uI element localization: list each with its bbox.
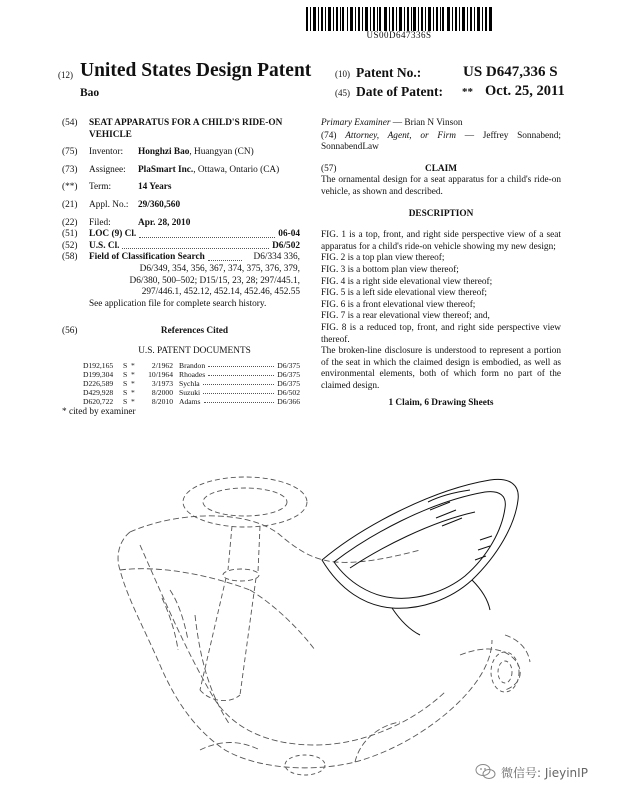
ref-star: * [131,387,135,397]
ref-name: Adams [179,396,201,406]
design-drawing [100,440,570,780]
ref-date: 2/1962 [151,360,173,370]
table-row [83,361,300,370]
description-body [321,230,561,392]
term-label: Term: [89,182,112,193]
field-22 [62,218,300,230]
claims-summary: 1 Claim, 6 Drawing Sheets [388,398,494,409]
code-10: (10) [335,69,350,79]
ref-name: Brandon [179,360,206,370]
watermark-text: 微信号: JieyinIP [501,765,588,780]
field-52 [62,241,300,253]
code-51: (51) [62,229,78,240]
field-search-line-3: 297/446.1, 452.12, 452.14, 452.46, 452.55 [141,287,300,298]
description-title: DESCRIPTION [408,208,474,219]
filed-value: Apr. 28, 2010 [138,217,191,228]
assignee-name: PlaSmart Inc. [138,164,194,175]
date-stars: ** [462,86,473,98]
claim-text: The ornamental design for a seat apparatus for a child's ride-on vehicle, as shown and described. [321,175,561,197]
date-label: Date of Patent: [356,84,443,99]
description-paragraph: FIG. 2 is a top plan view thereof; [321,253,445,264]
cited-note: * cited by examiner [62,406,136,417]
ref-class: D6/366 [277,396,300,406]
dot-leader [203,379,275,385]
ref-name: Sychla [179,378,200,388]
code-12: (12) [58,70,73,80]
ref-kind: S [123,396,128,406]
appl-no-label: Appl. No.: [89,199,129,210]
ref-class: D6/375 [277,369,300,379]
ref-star: * [131,360,135,370]
field-term [62,182,300,194]
inventor-location: , Huangyan (CN) [189,147,254,158]
inventor-name: Honghzi Bao [138,147,190,158]
field-75 [62,147,300,159]
assignee-label: Assignee: [89,164,126,175]
examiner-label: Primary Examiner [321,118,391,128]
code-58: (58) [62,252,78,263]
patent-header [58,60,578,110]
table-row [83,370,300,379]
ref-class: D6/502 [277,387,300,397]
barcode-number: US00D647336S [366,30,432,40]
dot-leader [204,397,275,403]
ref-date: 10/1964 [148,369,173,379]
field-search-label: Field of Classification Search [89,252,205,263]
ref-number: D429,928 [83,387,114,397]
references-title: References Cited [160,326,229,337]
filed-label: Filed: [89,217,111,228]
dot-leader [122,248,269,249]
biblio-right [321,118,561,410]
attorney-label: Attorney, Agent, or Firm [345,130,456,141]
ref-star: * [131,369,135,379]
ref-number: D226,589 [83,378,114,388]
description-paragraph: FIG. 1 is a top, front, and right side perspective view of a seat apparatus for a child's ride-on vehicle showing my new design; [321,230,561,252]
code-74: (74) [321,130,337,141]
examiner-name: — Brian N Vinson [392,118,463,128]
patent-no-label: Patent No.: [356,65,422,80]
ref-date: 8/2010 [151,396,173,406]
loc-value: 06-04 [278,229,300,240]
biblio-left [62,118,300,419]
term-value: 14 Years [138,182,172,193]
references-table [62,361,300,406]
field-search-line-2: D6/380, 500–502; D15/15, 23, 28; 297/445.1, [129,275,300,286]
ref-star: * [131,396,135,406]
field-51 [62,229,300,241]
ref-class: D6/375 [277,378,300,388]
barcode [306,7,492,31]
ref-kind: S [123,378,128,388]
description-paragraph: FIG. 6 is a front elevational view thereof; [321,299,476,310]
code-75: (75) [62,147,78,158]
dot-leader [208,370,274,376]
field-search-first: D6/334 336, [253,252,300,263]
ref-name: Suzuki [179,387,201,397]
ref-kind: S [123,387,128,397]
search-history-note: See application file for complete search history. [89,298,267,309]
field-74 [321,131,561,154]
code-term: (**) [62,182,78,193]
table-row [83,397,300,406]
code-54: (54) [62,118,78,128]
code-45: (45) [335,88,350,98]
barcode-graphic [306,7,492,31]
dot-leader [139,237,275,238]
patent-number: US D647,336 S [463,64,558,80]
design-title: SEAT APPARATUS FOR A CHILD'S RIDE-ON VEHICLE [89,118,283,140]
field-search-line-1: D6/349, 354, 356, 367, 374, 375, 376, 379, [139,263,300,274]
ref-kind: S [123,360,128,370]
ref-number: D199,304 [83,369,114,379]
table-row [83,379,300,388]
us-cl-value: D6/502 [272,240,300,251]
assignee-location: , Ottawa, Ontario (CA) [193,164,280,175]
description-paragraph: FIG. 8 is a reduced top, front, and right side perspective view thereof. [321,322,561,345]
wechat-icon [475,763,497,781]
field-57 [321,164,561,176]
ref-date: 8/2000 [151,387,173,397]
us-docs-title: U.S. PATENT DOCUMENTS [138,345,251,356]
ref-class: D6/375 [277,360,300,370]
dot-leader [203,388,274,394]
watermark [475,762,588,782]
code-57: (57) [321,163,337,174]
field-21 [62,200,300,212]
code-52: (52) [62,240,78,251]
patent-type-title: United States Design Patent [80,60,312,81]
inventor-label: Inventor: [89,147,124,158]
field-54 [62,118,300,141]
inventor-surname: Bao [80,87,100,99]
code-56: (56) [62,326,78,337]
field-58 [62,252,300,264]
ride-on-vehicle-figure [100,440,570,780]
field-56 [62,326,300,338]
code-73: (73) [62,164,78,175]
description-paragraph: FIG. 7 is a rear elevational view thereof; and, [321,311,490,322]
field-73 [62,165,300,177]
us-cl-label: U.S. Cl. [89,240,120,251]
ref-date: 3/1973 [151,378,173,388]
ref-kind: S [123,369,128,379]
code-21: (21) [62,199,78,210]
ref-name: Rhoades [179,369,206,379]
description-paragraph: FIG. 3 is a bottom plan view thereof; [321,264,459,275]
appl-no-value: 29/360,560 [138,199,181,210]
description-paragraph: FIG. 5 is a left side elevational view thereof; [321,288,488,299]
ref-star: * [131,378,135,388]
loc-label: LOC (9) Cl. [89,229,137,240]
code-22: (22) [62,217,78,228]
ref-number: D620,722 [83,396,114,406]
attorney-text: — Jeffrey Sonnabend; SonnabendLaw [321,130,562,153]
description-paragraph: FIG. 4 is a right side elevational view thereof; [321,276,493,287]
claim-title: CLAIM [424,163,458,174]
examiner-line [321,118,561,130]
table-row [83,388,300,397]
dot-leader [208,260,242,261]
dot-leader [208,361,274,367]
ref-number: D192,165 [83,360,114,370]
description-paragraph: The broken-line disclosure is understood to represent a portion of the seat in which the claimed design is embodied, as well as environmental elements, both of which form no part of the claimed design. [321,346,561,391]
patent-date: Oct. 25, 2011 [485,83,565,99]
